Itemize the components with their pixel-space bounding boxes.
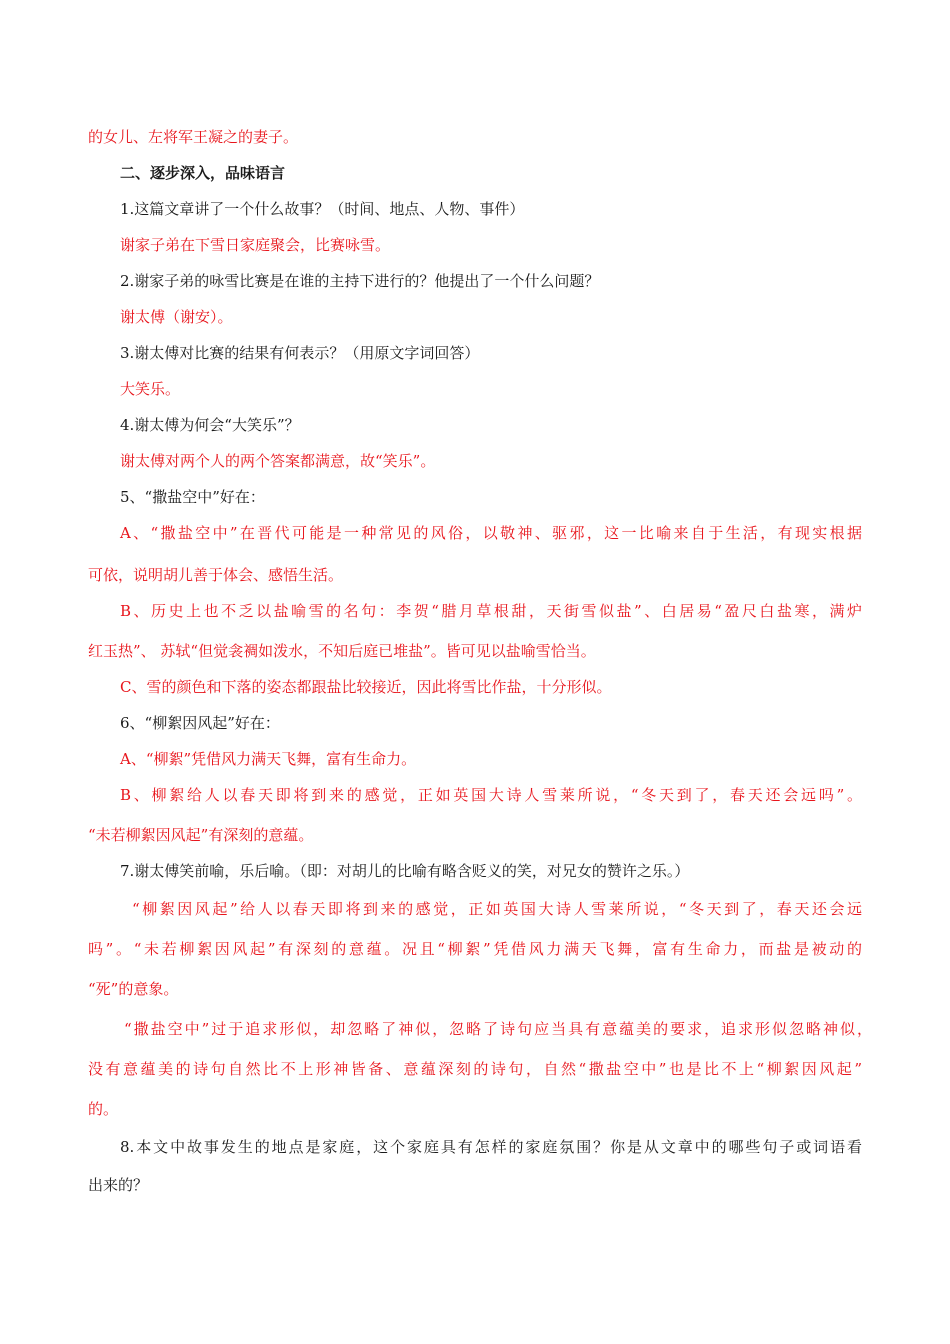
answer-4: 谢太傅对两个人的两个答案都满意，故“笑乐”。 [120, 452, 436, 470]
answer-3: 大笑乐。 [120, 380, 181, 398]
question-2: 2.谢家子弟的咏雪比赛是在谁的主持下进行的？他提出了一个什么问题？ [120, 272, 600, 290]
question-3: 3.谢太傅对比赛的结果有何表示？（用原文字词回答） [120, 344, 480, 362]
answer-6a: A、“柳絮”凭借风力满天飞舞，富有生命力。 [120, 750, 417, 768]
answer-6b-line1: B、柳絮给人以春天即将到来的感觉，正如英国大诗人雪莱所说，“冬天到了，春天还会远吗”。 [120, 786, 862, 804]
answer-7-p2-line1: “撒盐空中”过于追求形似，却忽略了神似，忽略了诗句应当具有意蕴美的要求，追求形似忽略神似， [124, 1020, 872, 1038]
answer-5b-line1: B、历史上也不乏以盐喻雪的名句：李贺“腊月草根甜，天街雪似盐”、白居易“盈尺白盐寒，满炉 [120, 602, 862, 620]
answer-7-p1-line2: 吗”。“未若柳絮因风起”有深刻的意蕴。况且“柳絮”凭借风力满天飞舞，富有生命力，而盐是被动的 [88, 940, 862, 958]
question-6: 6、“柳絮因风起”好在： [120, 714, 280, 732]
section-heading: 二、逐步深入，品味语言 [120, 164, 286, 182]
answer-5b-line2: 红玉热”、 苏轼“但觉衾裯如泼水，不知后庭已堆盐”。皆可见以盐喻雪恰当。 [88, 642, 596, 660]
answer-7-p1-line3: “死”的意象。 [88, 980, 179, 998]
answer-5a-line1: A、“撒盐空中”在晋代可能是一种常见的风俗，以敬神、驱邪，这一比喻来自于生活，有现实根据 [120, 524, 862, 542]
question-8-line1: 8.本文中故事发生的地点是家庭，这个家庭具有怎样的家庭氛围？你是从文章中的哪些句子或词语看 [120, 1138, 862, 1156]
question-8-line2: 出来的？ [88, 1176, 149, 1194]
answer-2: 谢太傅（谢安）。 [120, 308, 233, 326]
answer-7-p2-line3: 的。 [88, 1100, 119, 1118]
question-7: 7.谢太傅笑前喻，乐后喻。（即：对胡儿的比喻有略含贬义的笑，对兄女的赞许之乐。） [120, 862, 690, 880]
answer-7-p1-line1: “柳絮因风起”给人以春天即将到来的感觉，正如英国大诗人雪莱所说，“冬天到了，春天还会远 [132, 900, 862, 918]
answer-text-continuation: 的女儿、左将军王凝之的妻子。 [88, 128, 299, 146]
answer-1: 谢家子弟在下雪日家庭聚会，比赛咏雪。 [120, 236, 391, 254]
question-4: 4.谢太傅为何会“大笑乐”？ [120, 416, 300, 434]
answer-5c: C、雪的颜色和下落的姿态都跟盐比较接近，因此将雪比作盐，十分形似。 [120, 678, 612, 696]
answer-6b-line2: “未若柳絮因风起”有深刻的意蕴。 [88, 826, 314, 844]
answer-7-p2-line2: 没有意蕴美的诗句自然比不上形神皆备、意蕴深刻的诗句，自然“撒盐空中”也是比不上“柳絮因风起” [88, 1060, 862, 1078]
answer-5a-line2: 可依，说明胡儿善于体会、感悟生活。 [88, 566, 344, 584]
question-1: 1.这篇文章讲了一个什么故事？（时间、地点、人物、事件） [120, 200, 525, 218]
question-5: 5、“撒盐空中”好在： [120, 488, 265, 506]
